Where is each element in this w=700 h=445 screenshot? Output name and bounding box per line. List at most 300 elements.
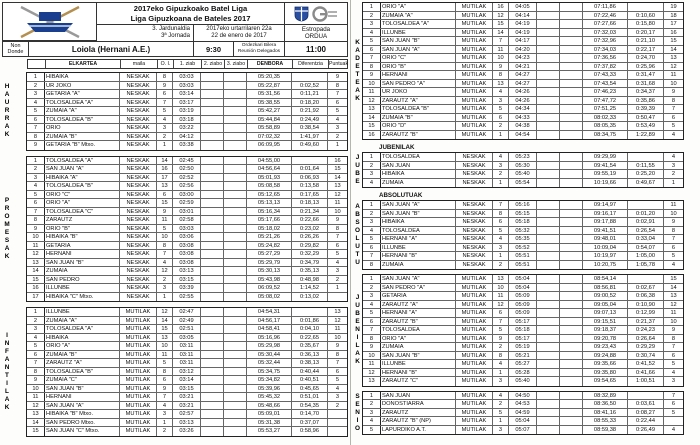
section-title: JUBENILAK [379, 144, 415, 151]
vertical-letter: S [355, 392, 360, 400]
split3-cell [560, 170, 583, 178]
points-cell: 7 [671, 392, 676, 399]
position-cell: 5 [27, 191, 45, 199]
club-cell: ILLUNBE [45, 284, 120, 292]
delegates-meeting-cell [233, 41, 285, 57]
split1-cell: 05:23 [509, 153, 537, 161]
difference-cell: 0:02,52 [292, 82, 328, 90]
category-cell: NESKAK [120, 124, 157, 132]
category-cell: MUTILAK [120, 351, 157, 359]
split1-cell: 05:18 [509, 326, 537, 334]
club-cell: ZARAUTZ "B" [381, 131, 456, 140]
split2-cell [201, 124, 224, 132]
split2-cell [537, 153, 560, 161]
result-block [2, 156, 348, 303]
category-cell: MUTILAK [456, 20, 493, 28]
difference-cell: 0:22,17 [628, 46, 664, 54]
position-cell: 9 [27, 141, 45, 150]
category-vertical-label [2, 307, 12, 437]
final-time-cell: 05:18,02 [247, 225, 292, 233]
club-cell: SAN JUAN "B" [381, 352, 456, 360]
club-cell: DONOSTIARRA [381, 400, 456, 408]
split2-cell [537, 97, 560, 105]
table-row [27, 165, 347, 174]
position-cell: 2 [27, 82, 45, 90]
category-cell: NESKAK [456, 162, 493, 170]
vertical-letter: E [355, 79, 360, 86]
table-row [363, 343, 683, 352]
split2-cell [201, 293, 224, 302]
difference-cell: 0:25,96 [628, 63, 664, 71]
split2-cell [537, 218, 560, 226]
position-cell: 3 [363, 20, 381, 28]
result-block [2, 307, 348, 437]
venue-name: Loiola (Hernani A.E.) [71, 44, 151, 54]
results-table [362, 274, 684, 387]
lane-order-cell: 4 [493, 360, 509, 368]
split2-cell [537, 369, 560, 377]
lane-order-cell: 2 [493, 400, 509, 408]
points-cell: 5 [671, 253, 676, 259]
split2-cell [537, 170, 560, 178]
club-cell: UR JOKO [45, 82, 120, 90]
club-cell: SAN PEDRO "A" [381, 80, 456, 88]
split2-cell [201, 317, 224, 325]
club-cell: ORIO "D" [381, 122, 456, 130]
lane-order-cell: 2 [493, 343, 509, 351]
category-cell: MUTILAK [456, 400, 493, 408]
split3-cell [224, 242, 247, 250]
points-cell: 3 [335, 394, 340, 400]
difference-cell: 0:06,38 [628, 292, 664, 300]
category-cell: NESKAK [456, 218, 493, 226]
split1-cell: 03:06 [173, 233, 201, 241]
split2-cell [201, 351, 224, 359]
table-row [363, 409, 683, 418]
split3-cell [224, 284, 247, 292]
split2-cell [201, 133, 224, 141]
vertical-letter: F [5, 347, 9, 355]
split3-cell [560, 122, 583, 130]
split2-cell [537, 37, 560, 45]
position-cell: 10 [363, 80, 381, 88]
lane-order-cell: 7 [157, 393, 173, 401]
club-cell: HIBAIKA "A" [45, 174, 120, 182]
split1-cell: 05:35 [509, 235, 537, 243]
category-cell: MUTILAK [456, 335, 493, 343]
final-time-cell: 05:17,66 [247, 216, 292, 224]
right-page [350, 0, 700, 445]
position-cell: 3 [363, 409, 381, 417]
table-row [27, 116, 347, 125]
position-cell: 2 [27, 317, 45, 325]
split2-cell [201, 216, 224, 224]
club-cell: ZARAUTZ "A" [381, 97, 456, 105]
position-cell: 17 [27, 293, 45, 302]
difference-cell: 0:22,66 [292, 216, 328, 224]
split2-cell [537, 284, 560, 292]
table-row [363, 252, 683, 261]
split1-cell: 04:38 [509, 122, 537, 130]
table-row [27, 191, 347, 200]
club-cell: TOLOSALDEA "A" [45, 325, 120, 333]
final-time-cell: 09:48,01 [583, 235, 628, 243]
split2-cell [537, 360, 560, 368]
final-time-cell: 09:00,52 [583, 292, 628, 300]
position-cell: 8 [363, 261, 381, 270]
split1-cell: 03:11 [173, 351, 201, 359]
split3-cell [224, 116, 247, 124]
final-time-cell: 10:19,97 [583, 252, 628, 260]
club-cell: HERNANI "B" [381, 252, 456, 260]
difference-cell: 0:18,20 [292, 99, 328, 107]
points-cell: 4 [671, 426, 676, 433]
difference-cell: 0:50,47 [628, 114, 664, 122]
difference-cell [292, 157, 328, 165]
vertical-letter: T [355, 251, 360, 258]
points-cell: 2 [335, 133, 340, 140]
category-cell: NESKAK [120, 233, 157, 241]
split2-cell [201, 276, 224, 284]
lane-order-cell: 5 [493, 227, 509, 235]
table-row [27, 250, 347, 259]
split3-cell [560, 235, 583, 243]
split3-cell [224, 293, 247, 302]
final-time-cell: 07:36,56 [583, 54, 628, 62]
club-cell: ZUMAIA "B" [45, 133, 120, 141]
split1-cell: 02:55 [173, 293, 201, 302]
table-row [363, 235, 683, 244]
split3-cell [560, 162, 583, 170]
difference-cell: 0:01,64 [292, 165, 328, 173]
position-cell: 8 [363, 335, 381, 343]
position-cell: 6 [27, 199, 45, 207]
points-cell: 7 [671, 344, 676, 350]
split1-cell: 03:14 [173, 90, 201, 98]
difference-cell: 0:54,35 [292, 402, 328, 410]
lane-order-cell: 7 [157, 250, 173, 258]
split3-cell [560, 352, 583, 360]
category-cell: NESKAK [120, 174, 157, 182]
vertical-letter: U [355, 162, 360, 169]
club-cell: TOLOSALDEA "B" [45, 182, 120, 190]
lane-order-cell: 12 [493, 301, 509, 309]
lane-order-cell: 1 [157, 419, 173, 427]
position-cell: 10 [27, 385, 45, 393]
club-cell: SAN JUAN "B" [45, 385, 120, 393]
split2-cell [201, 267, 224, 275]
split2-cell [537, 392, 560, 400]
split2-cell [537, 54, 560, 62]
result-block [353, 274, 698, 387]
category-cell: NESKAK [456, 227, 493, 235]
table-row [363, 244, 683, 253]
lane-order-cell: 10 [157, 342, 173, 350]
final-time-cell: 09:35,80 [583, 369, 628, 377]
points-cell: 8 [671, 335, 676, 342]
difference-cell: 0:49,67 [628, 179, 664, 188]
split3-cell [560, 409, 583, 417]
points-cell: 1 [335, 285, 340, 291]
table-row [363, 12, 683, 21]
lane-order-cell: 4 [493, 392, 509, 400]
column-header: 1. ziab [174, 60, 202, 68]
category-vertical-label [353, 152, 362, 188]
difference-cell [628, 153, 664, 161]
final-time-cell: 04:54,31 [247, 308, 292, 316]
difference-cell: 0:51,01 [292, 393, 328, 401]
split3-cell [224, 393, 247, 401]
table-row [27, 174, 347, 183]
lane-order-cell: 3 [157, 410, 173, 418]
split2-cell [537, 343, 560, 351]
split2-cell [201, 182, 224, 190]
difference-cell: 1:14,52 [292, 284, 328, 292]
category-cell: NESKAK [120, 107, 157, 115]
final-time-cell: 05:30,44 [247, 351, 292, 359]
split2-cell [537, 88, 560, 96]
vertical-letter: S [4, 236, 10, 244]
category-cell: MUTILAK [120, 393, 157, 401]
venue-cell [28, 41, 194, 57]
category-cell: NESKAK [120, 250, 157, 258]
split1-cell: 05:51 [509, 261, 537, 270]
split3-cell [224, 427, 247, 436]
table-row [27, 393, 347, 402]
points-cell: 9 [671, 327, 676, 333]
table-row [27, 208, 347, 217]
club-cell: ZUMAIA "A" [381, 12, 456, 20]
final-time-cell: 05:27,29 [247, 250, 292, 258]
position-cell: 5 [363, 426, 381, 435]
club-cell: ORIO "A" [381, 3, 456, 11]
lane-order-cell: 14 [157, 157, 173, 165]
lane-order-cell: 1 [493, 179, 509, 188]
points-cell: 8 [671, 227, 676, 234]
lane-order-cell: 6 [157, 376, 173, 384]
points-cell: 7 [335, 234, 340, 240]
table-row [363, 377, 683, 386]
split3-cell [224, 267, 247, 275]
club-cell: HERNANI [381, 71, 456, 79]
vertical-letter: B [355, 170, 360, 177]
split2-cell [201, 393, 224, 401]
club-cell: TOLOSALDEA [381, 153, 456, 161]
table-row [363, 417, 683, 426]
split3-cell [560, 360, 583, 368]
final-time-cell: 05:09,01 [247, 410, 292, 418]
table-row [363, 179, 683, 188]
position-cell: 5 [363, 37, 381, 45]
split1-cell: 03:15 [173, 276, 201, 284]
table-row [27, 107, 347, 116]
split3-cell [560, 275, 583, 283]
points-cell: 5 [335, 251, 340, 257]
lane-order-cell: 2 [493, 122, 509, 130]
difference-cell: 0:12,99 [628, 309, 664, 317]
difference-cell: 0:08,27 [628, 409, 664, 417]
points-cell [328, 410, 347, 418]
position-cell: 1 [27, 308, 45, 316]
split1-cell: 03:18 [173, 116, 201, 124]
vertical-letter: J [355, 294, 360, 302]
category-cell: MUTILAK [456, 46, 493, 54]
lane-order-cell: 2 [157, 133, 173, 141]
final-time-cell: 05:39,96 [247, 385, 292, 393]
club-cell: HIBAIKA "B" Mtxo. [45, 410, 120, 418]
difference-cell: 0:24,70 [628, 54, 664, 62]
category-cell: NESKAK [120, 225, 157, 233]
split1-cell: 05:51 [509, 252, 537, 260]
final-time-cell: 08:56,81 [583, 284, 628, 292]
lane-order-cell: 2 [493, 261, 509, 270]
table-row [27, 199, 347, 208]
points-cell: 9 [335, 343, 340, 349]
table-row [363, 170, 683, 179]
vertical-letter: A [4, 91, 10, 99]
club-cell: SAN JUAN [381, 162, 456, 170]
split1-cell: 03:08 [173, 259, 201, 267]
split1-cell: 04:50 [509, 392, 537, 400]
lane-order-cell: 6 [493, 309, 509, 317]
difference-cell [628, 3, 664, 11]
category-vertical-label [353, 391, 362, 436]
split1-cell: 05:04 [509, 284, 537, 292]
category-cell: MUTILAK [456, 105, 493, 113]
difference-cell: 0:10,60 [628, 12, 664, 20]
vertical-letter: A [4, 123, 10, 131]
vertical-letter: E [355, 63, 360, 70]
points-cell: 9 [335, 74, 340, 80]
split2-cell [201, 242, 224, 250]
split3-cell [560, 318, 583, 326]
vertical-letter: U [355, 302, 360, 310]
position-cell: 12 [27, 250, 45, 258]
points-cell: 1 [335, 142, 340, 148]
position-cell: 8 [27, 216, 45, 224]
points-cell [664, 417, 683, 425]
split1-cell: 05:17 [509, 335, 537, 343]
position-cell: 9 [27, 376, 45, 384]
split1-cell: 02:45 [173, 157, 201, 165]
lane-order-cell: 4 [493, 153, 509, 161]
difference-cell: 0:13,58 [292, 182, 328, 190]
split1-cell: 03:19 [173, 107, 201, 115]
difference-cell: 0:14,70 [292, 410, 328, 418]
split1-cell: 04:14 [509, 12, 537, 20]
split1-cell: 03:21 [173, 393, 201, 401]
points-cell: 6 [671, 244, 676, 251]
split1-cell: 03:05 [173, 334, 201, 342]
club-cell: UR JOKO [381, 88, 456, 96]
vertical-letter: L [5, 387, 9, 395]
position-cell: 12 [27, 402, 45, 410]
split2-cell [537, 114, 560, 122]
split3-cell [560, 201, 583, 209]
title-es: Liga Gipuzkoana de Bateles 2017 [130, 13, 251, 23]
meeting-time [284, 41, 348, 57]
position-cell: 1 [363, 3, 381, 11]
split1-cell: 05:16 [509, 201, 537, 209]
category-cell: MUTILAK [456, 71, 493, 79]
points-cell: 16 [670, 29, 677, 36]
club-cell: ZUMAIA [45, 267, 120, 275]
table-row [363, 105, 683, 114]
table-row [363, 37, 683, 46]
split3-cell [224, 368, 247, 376]
table-row [27, 359, 347, 368]
position-cell: 16 [363, 131, 381, 140]
final-time-cell: 09:23,43 [583, 343, 628, 351]
position-cell: 13 [27, 410, 45, 418]
split1-cell: 05:54 [509, 179, 537, 188]
final-time-cell: 08:59,38 [583, 426, 628, 435]
split3-cell [560, 326, 583, 334]
table-row [27, 73, 347, 82]
points-cell: 12 [334, 317, 341, 324]
lane-order-cell: 4 [157, 402, 173, 410]
difference-cell: 0:21,34 [292, 208, 328, 216]
split2-cell [537, 244, 560, 252]
points-cell: 13 [334, 183, 341, 189]
split2-cell [201, 174, 224, 182]
split1-cell: 02:59 [173, 199, 201, 207]
final-time-cell: 05:12,65 [247, 191, 292, 199]
results-table [26, 72, 348, 151]
split1-cell: 04:17 [509, 37, 537, 45]
final-time-cell: 07:43,33 [583, 71, 628, 79]
split3-cell [560, 400, 583, 408]
lane-order-cell: 8 [493, 352, 509, 360]
split3-cell [560, 227, 583, 235]
category-cell: MUTILAK [456, 37, 493, 45]
final-time-cell: 06:09,52 [247, 284, 292, 292]
difference-cell [628, 275, 664, 283]
split3-cell [224, 182, 247, 190]
split2-cell [537, 417, 560, 425]
result-block [353, 152, 698, 188]
table-row [363, 318, 683, 327]
table-row [363, 80, 683, 89]
club-cell: ZUMAIA "A" [45, 107, 120, 115]
vertical-letter: M [4, 220, 10, 228]
position-cell: 9 [363, 343, 381, 351]
table-row [363, 54, 683, 63]
position-cell: 6 [27, 351, 45, 359]
difference-cell: 0:33,04 [628, 235, 664, 243]
club-cell: ORIO "C" [45, 191, 120, 199]
difference-cell: 0:25,20 [628, 170, 664, 178]
category-cell: MUTILAK [456, 114, 493, 122]
position-cell: 4 [27, 182, 45, 190]
difference-cell: 0:41,66 [628, 369, 664, 377]
difference-cell: 0:10,90 [628, 301, 664, 309]
club-cell: ZARAUTZ [45, 216, 120, 224]
points-cell: 18 [670, 12, 677, 19]
position-cell: 2 [363, 284, 381, 292]
final-time-cell: 08:54,14 [583, 275, 628, 283]
club-cell: SAN PEDRO [45, 276, 120, 284]
lane-order-cell: 8 [157, 73, 173, 81]
category-cell: MUTILAK [120, 410, 157, 418]
vertical-letter: E [4, 228, 10, 236]
difference-cell: 0:02,91 [628, 218, 664, 226]
table-row [27, 259, 347, 268]
split1-cell: 02:58 [173, 216, 201, 224]
position-cell: 4 [363, 417, 381, 425]
lane-order-cell: 3 [157, 124, 173, 132]
difference-cell: 0:32,29 [292, 250, 328, 258]
